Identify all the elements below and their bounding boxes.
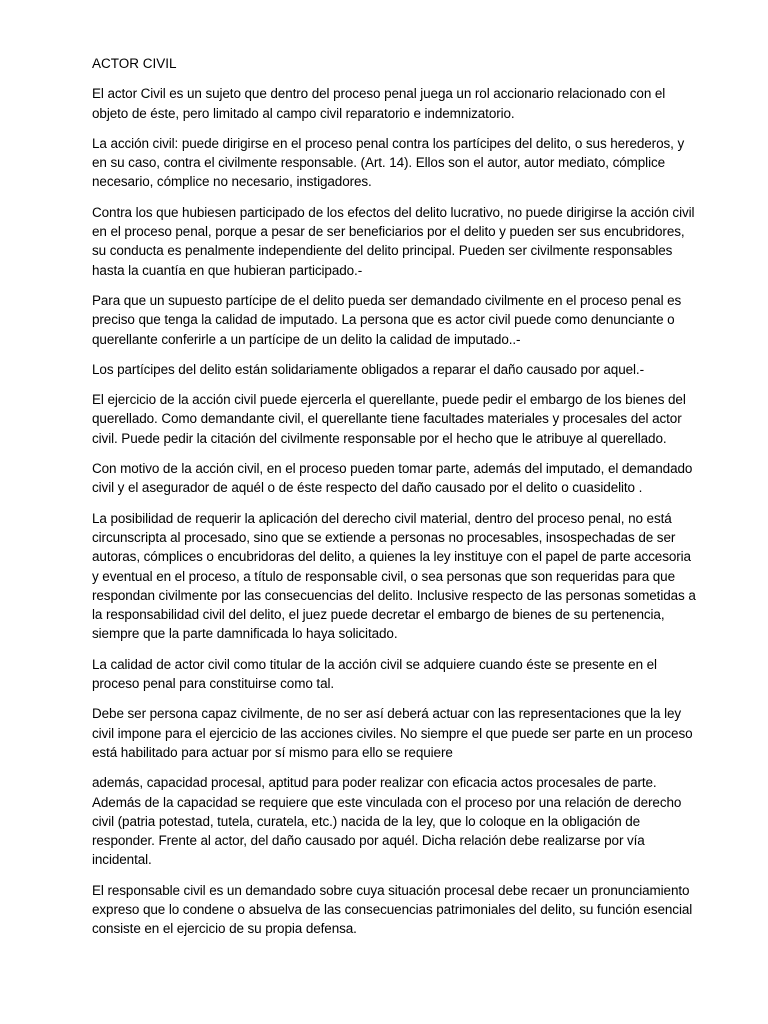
- paragraph-line: consiste en el ejercicio de su propia defensa.: [92, 921, 357, 937]
- document-title: ACTOR CIVIL: [92, 56, 177, 71]
- paragraph-line: El actor Civil es un sujeto que dentro del proceso penal juega un rol accionario relacionado con el: [92, 86, 666, 102]
- paragraph-line: la responsabilidad civil del delito, el juez puede decretar el embargo de bienes de su pertenencia,: [92, 607, 665, 623]
- paragraph-line: autoras, cómplices o encubridoras del delito, a quienes la ley instituye con el papel de parte accesoria: [92, 549, 691, 565]
- paragraph-line: está habilitado para actuar por sí mismo para ello se requiere: [92, 744, 453, 760]
- paragraph: [92, 881, 708, 939]
- paragraph-line: Con motivo de la acción civil, en el proceso pueden tomar parte, además del imputado, el demandado: [92, 461, 693, 477]
- paragraph: [92, 291, 708, 349]
- paragraph-line: civil y el asegurador de aquél o de éste respecto del daño causado por el delito o cuasidelito .: [92, 480, 643, 496]
- paragraph-line: en su caso, contra el civilmente responsable. (Art. 14). Ellos son el autor, autor mediato, cómplice: [92, 155, 666, 171]
- paragraph: [92, 360, 708, 379]
- paragraph-line: civil (patria potestad, tutela, curatela, etc.) nacida de la ley, que lo coloque en la obligación de: [92, 813, 641, 829]
- paragraph-line: su conducta es penalmente independiente del delito principal. Pueden ser civilmente responsables: [92, 243, 673, 259]
- paragraph-line: responder. Frente al actor, del daño causado por aquél. Dicha relación debe realizarse por vía: [92, 833, 645, 849]
- paragraph-line: civil. Puede pedir la citación del civilmente responsable por el hecho que le atribuye al querellado.: [92, 430, 667, 446]
- paragraph-line: preciso que tenga la calidad de imputado. La persona que es actor civil puede como denunciante o: [92, 312, 675, 328]
- paragraph-line: expreso que lo condene o absuelva de las consecuencias patrimoniales del delito, su función esencial: [92, 901, 693, 917]
- paragraph-line: en el proceso penal, porque a pesar de ser beneficiarios por el delito y pueden ser sus encubridores,: [92, 224, 685, 240]
- paragraph-line: hasta la cuantía en que hubieran participado.-: [92, 262, 363, 278]
- paragraph-line: La calidad de actor civil como titular de la acción civil se adquiere cuando éste se presente en el: [92, 656, 657, 672]
- paragraph-line: El ejercicio de la acción civil puede ejercerla el querellante, puede pedir el embargo de los bienes del: [92, 392, 686, 408]
- paragraph-line: objeto de éste, pero limitado al campo civil reparatorio e indemnizatorio.: [92, 105, 515, 121]
- paragraph: [92, 390, 708, 448]
- paragraph: [92, 459, 708, 498]
- paragraph-line: La posibilidad de requerir la aplicación del derecho civil material, dentro del proceso penal, no está: [92, 510, 672, 526]
- paragraph-line: El responsable civil es un demandado sobre cuya situación procesal debe recaer un pronunciamiento: [92, 882, 690, 898]
- paragraph-line: Para que un supuesto partícipe de el delito pueda ser demandado civilmente en el proceso penal es: [92, 292, 682, 308]
- paragraph-line: Contra los que hubiesen participado de los efectos del delito lucrativo, no puede dirigirse la acción civil: [92, 204, 695, 220]
- paragraph-line: proceso penal para constituirse como tal.: [92, 676, 335, 692]
- paragraph-line: además, capacidad procesal, aptitud para poder realizar con eficacia actos procesales de parte.: [92, 775, 657, 791]
- document-body: [92, 84, 708, 938]
- paragraph-line: incidental.: [92, 852, 152, 868]
- paragraph-line: siempre que la parte damnificada lo haya solicitado.: [92, 626, 398, 642]
- paragraph-line: Debe ser persona capaz civilmente, de no ser así deberá actuar con las representaciones que la ley: [92, 706, 682, 722]
- paragraph-line: La acción civil: puede dirigirse en el proceso penal contra los partícipes del delito, o sus herederos, y: [92, 135, 685, 151]
- paragraph: [92, 655, 708, 694]
- paragraph-line: respondan civilmente por las consecuencias del delito. Inclusive respecto de las personas sometidas a: [92, 587, 696, 603]
- paragraph-line: querellante conferirle a un partícipe de un delito la calidad de imputado..-: [92, 331, 521, 347]
- paragraph-line: y eventual en el proceso, a título de responsable civil, o sea personas que son requeridas para que: [92, 568, 675, 584]
- paragraph-line: Además de la capacidad se requiere que este vinculada con el proceso por una relación de derecho: [92, 794, 682, 810]
- paragraph: [92, 773, 708, 869]
- paragraph: [92, 704, 708, 762]
- paragraph-line: circunscripta al procesado, sino que se extiende a personas no procesables, insospechadas de ser: [92, 529, 676, 545]
- paragraph: [92, 203, 708, 280]
- paragraph: [92, 84, 708, 123]
- paragraph-line: civil impone para el ejercicio de las acciones civiles. No siempre el que puede ser parte en un proceso: [92, 725, 693, 741]
- paragraph: [92, 134, 708, 192]
- paragraph-line: Los partícipes del delito están solidariamente obligados a reparar el daño causado por aquel.-: [92, 361, 644, 377]
- paragraph: [92, 509, 708, 644]
- paragraph-line: querellado. Como demandante civil, el querellante tiene facultades materiales y procesales del actor: [92, 411, 682, 427]
- paragraph-line: necesario, cómplice no necesario, instigadores.: [92, 174, 372, 190]
